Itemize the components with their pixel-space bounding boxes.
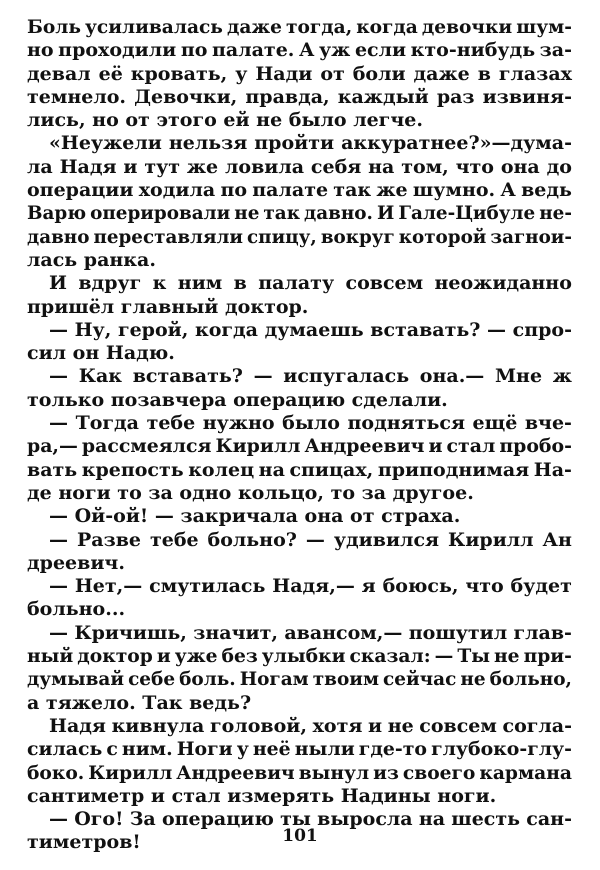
text-line (27, 132, 572, 155)
word: сейчас (383, 669, 457, 691)
word: Кирилл (88, 761, 173, 784)
word: девочки (421, 17, 513, 38)
word: — (49, 318, 68, 341)
text-line-content: сантиметр и стал измерять Надины ноги. (27, 784, 497, 807)
word: согла- (502, 714, 572, 737)
word: без (221, 645, 258, 668)
word: и (367, 714, 383, 737)
word: Надя,— (272, 575, 355, 598)
word: от (320, 62, 345, 85)
text-line (27, 412, 572, 435)
text-line (27, 738, 572, 761)
page-number: 101 (282, 826, 318, 846)
word: ним (177, 272, 223, 295)
text-line (27, 575, 572, 598)
word: За (129, 808, 156, 831)
word: И (49, 272, 67, 295)
text-line (27, 715, 572, 738)
word: каждый (337, 85, 429, 108)
word: вставать? (132, 365, 243, 388)
word: Андреевич (176, 761, 295, 784)
word: пройти (254, 132, 335, 155)
text-line (27, 319, 572, 342)
word: спицу, (247, 226, 317, 248)
word: А (298, 39, 315, 62)
word: Тогда (75, 412, 139, 435)
word: же (376, 179, 408, 202)
word: при- (523, 645, 572, 668)
word: сказал: (349, 645, 431, 668)
text-line-content: больно... (27, 598, 126, 621)
word: к (152, 272, 167, 295)
word: тебе (146, 412, 196, 435)
word: ты (280, 808, 311, 831)
word: пробо- (499, 435, 572, 458)
word: На- (533, 458, 572, 481)
word: где-то (358, 738, 428, 761)
word: силась (27, 738, 103, 761)
word: герой, (117, 318, 189, 341)
word: загнои- (490, 226, 572, 248)
word: глав- (513, 621, 572, 644)
word: том, (401, 155, 449, 178)
word: вдруг (78, 272, 142, 295)
word: ра,— (27, 435, 78, 458)
word: и (156, 645, 171, 668)
word: тут (144, 155, 181, 178)
word: А (500, 179, 516, 202)
word: приподнимая (377, 458, 530, 481)
word: — (49, 808, 68, 831)
word: Ногам (239, 669, 309, 691)
word: кто-нибудь (410, 39, 536, 62)
word: ж (552, 365, 572, 388)
word: извиня- (482, 85, 572, 108)
word: на (368, 155, 395, 178)
word: на (258, 458, 285, 481)
word: совсем (419, 714, 497, 737)
word: И (376, 203, 395, 225)
word: не (234, 203, 260, 225)
word: авансом,— (284, 621, 403, 644)
word: боко. (27, 761, 85, 784)
word: шум- (516, 17, 572, 38)
word: тебе (149, 528, 199, 551)
word: у (235, 62, 248, 85)
word: — (305, 528, 325, 551)
word: и (428, 435, 443, 458)
word: она.— (419, 365, 485, 388)
word: — (487, 318, 507, 341)
word: так (263, 203, 300, 225)
word: боюсь, (382, 575, 459, 598)
word: стал (446, 435, 496, 458)
word: Ну, (74, 318, 112, 341)
text-line (27, 296, 572, 319)
word: подняться (347, 412, 465, 435)
word: вче- (524, 412, 572, 435)
text-line (27, 226, 572, 249)
word: на (418, 808, 446, 831)
word: кивнула (111, 714, 205, 737)
word: кармана (479, 761, 572, 784)
word: боли (352, 62, 406, 85)
word: и (123, 155, 138, 178)
word: но (27, 39, 54, 62)
word: — (49, 412, 68, 435)
word: больно, (489, 669, 572, 691)
word: крепость (81, 458, 184, 481)
word: Мне (495, 365, 543, 388)
word: она (500, 155, 540, 178)
word: я (361, 575, 376, 598)
text-line-content: лись, но от этого ей не было легче. (27, 109, 423, 132)
word: палате (252, 179, 329, 202)
word: если (354, 39, 407, 62)
word: нельзя (168, 132, 248, 155)
word: её (98, 62, 123, 85)
word: из (373, 761, 399, 784)
word: переставляли (93, 226, 243, 248)
word: Надя (59, 155, 117, 178)
word: Девочки, (134, 85, 238, 108)
word: шесть (451, 808, 521, 831)
word: операцию (161, 808, 274, 831)
word: хотя (312, 714, 363, 737)
word: даже (226, 17, 282, 38)
text-line (27, 202, 572, 225)
word: испугалась (283, 365, 410, 388)
word: по (220, 179, 248, 202)
word: тогда, (286, 17, 353, 38)
text-line-content: де ноги то за одно кольцо, то за другое. (27, 481, 474, 504)
word: Разве (76, 528, 141, 551)
word: ныли (294, 738, 355, 761)
word: когда (194, 318, 258, 341)
text-line (27, 505, 572, 528)
text-line (27, 645, 572, 668)
word: Кирилл (215, 435, 301, 458)
word: вать (27, 458, 78, 481)
word: не (460, 669, 486, 691)
word: удивился (333, 528, 440, 551)
word: спицах, (289, 458, 374, 481)
text-line (27, 622, 572, 645)
word: Нади (255, 62, 313, 85)
word: «Неужели (49, 132, 162, 155)
word: девал (27, 62, 91, 85)
word: ним. (121, 738, 173, 761)
text-line (27, 692, 572, 715)
word: ходила (138, 179, 216, 202)
page-text-block (27, 16, 572, 855)
word: будет (510, 575, 572, 598)
word: — (49, 365, 68, 388)
word: Кричишь, (74, 621, 187, 644)
text-line (27, 435, 572, 458)
word: когда (356, 17, 418, 38)
word: не (387, 714, 414, 737)
word: темнело. (27, 85, 127, 108)
word: боль. (179, 669, 236, 691)
word: твоим (312, 669, 379, 691)
word: которой (398, 226, 487, 248)
word: — (49, 528, 68, 551)
word: ловила (225, 155, 305, 178)
text-line-content: — Ой-ой! — закричала она от страха. (49, 505, 461, 528)
word: раз (436, 85, 475, 108)
word: колец (188, 458, 255, 481)
word: Варю (27, 203, 87, 225)
word: у (236, 738, 249, 761)
word: неожиданно (434, 272, 572, 295)
word: давно (27, 226, 90, 248)
word: вокруг (320, 226, 395, 248)
text-line (27, 272, 572, 295)
word: Андреевич (304, 435, 425, 458)
word: ла (27, 155, 53, 178)
word: глазах (498, 62, 572, 85)
word: рассмеялся (81, 435, 212, 458)
text-line (27, 785, 572, 808)
word: — (434, 645, 454, 668)
word: думаешь (264, 318, 364, 341)
word: глубоко-глу- (431, 738, 572, 761)
word: Боль (27, 17, 81, 38)
word: улыбки (261, 645, 346, 668)
word: совсем (345, 272, 424, 295)
word: пошутил (408, 621, 508, 644)
word: палате. (212, 39, 295, 62)
word: даже (413, 62, 470, 85)
word: Ан (542, 528, 572, 551)
word: ещё (472, 412, 518, 435)
word: ведь (521, 179, 572, 202)
word: в (477, 62, 491, 85)
word: Нет,— (74, 575, 143, 598)
text-line (27, 86, 572, 109)
word: Ого! (74, 808, 124, 831)
word: за- (539, 39, 572, 62)
word: палату (258, 272, 335, 295)
word: не- (539, 203, 572, 225)
text-line (27, 762, 572, 785)
text-line (27, 598, 572, 621)
text-line (27, 389, 572, 412)
text-line (27, 552, 572, 575)
word: не (493, 645, 520, 668)
word: вставать? (370, 318, 481, 341)
word: давно. (303, 203, 373, 225)
word: значит, (193, 621, 278, 644)
word: доктор (77, 645, 153, 668)
word: спро- (512, 318, 572, 341)
text-line (27, 365, 572, 388)
word: Надя (49, 714, 106, 737)
word: неё (252, 738, 291, 761)
word: с (106, 738, 118, 761)
word: правда, (245, 85, 330, 108)
word: что (455, 155, 494, 178)
text-line (27, 63, 572, 86)
word: операции (27, 179, 134, 202)
text-line-content: лась ранка. (27, 248, 156, 271)
word: кровать, (130, 62, 228, 85)
text-line (27, 459, 572, 482)
text-line (27, 39, 572, 62)
word: Кирилл (448, 528, 534, 551)
word: — (49, 575, 68, 598)
word: нужно (202, 412, 275, 435)
word: уж (319, 39, 351, 62)
text-line-content: дреевич. (27, 551, 125, 574)
text-line-content: сил он Надю. (27, 342, 175, 365)
word: Как (78, 365, 123, 388)
text-line (27, 529, 572, 552)
text-line (27, 16, 572, 39)
word: что (465, 575, 504, 598)
word: оперировали (90, 203, 231, 225)
word: своего (402, 761, 476, 784)
word: Ты (457, 645, 490, 668)
text-line (27, 342, 572, 365)
word: думывай (27, 669, 125, 691)
word: усиливалась (85, 17, 223, 38)
text-line-content: а тяжело. Так ведь? (27, 691, 252, 714)
word: смутилась (149, 575, 266, 598)
word: — (49, 621, 68, 644)
word: Ноги (176, 738, 233, 761)
word: аккуратнее?»—дума- (341, 132, 572, 155)
text-line-content: пришёл главный доктор. (27, 295, 309, 318)
word: в (233, 272, 247, 295)
word: сан- (526, 808, 572, 831)
word: себе (128, 669, 176, 691)
word: было (282, 412, 340, 435)
word: больно? (207, 528, 297, 551)
word: Гале-Цибуле (398, 203, 536, 225)
word: шумно. (412, 179, 496, 202)
text-line-content: тиметров! (27, 831, 141, 854)
word: до (546, 155, 572, 178)
text-line (27, 179, 572, 202)
text-line (27, 109, 572, 132)
text-line (27, 249, 572, 272)
word: вынул (298, 761, 370, 784)
word: выросла (317, 808, 413, 831)
word: ный (27, 645, 74, 668)
word: — (253, 365, 273, 388)
word: себя (310, 155, 362, 178)
word: проходили (58, 39, 177, 62)
text-line (27, 156, 572, 179)
word: так (333, 179, 372, 202)
word: по (180, 39, 208, 62)
word: головой, (209, 714, 307, 737)
text-line (27, 668, 572, 691)
text-line (27, 482, 572, 505)
word: же (186, 155, 219, 178)
text-line-content: только позавчера операцию сделали. (27, 388, 448, 411)
word: уже (174, 645, 218, 668)
